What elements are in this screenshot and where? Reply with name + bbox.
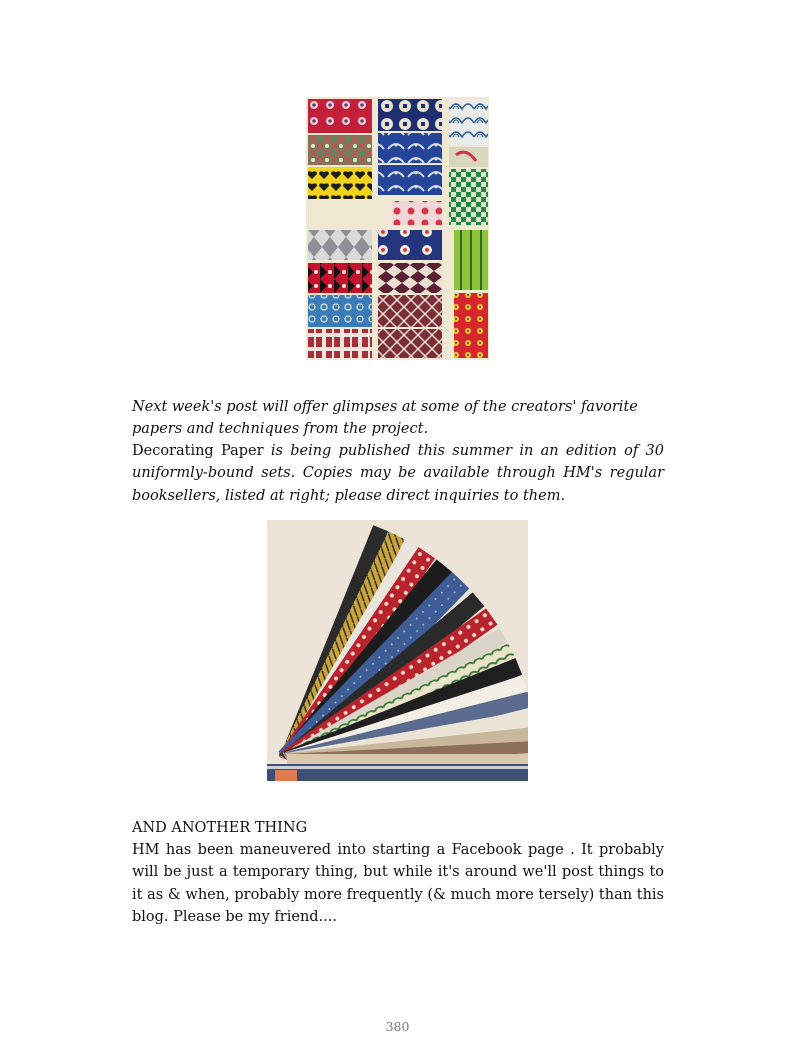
facebook-paragraph: HM has been maneuvered into starting a Facebook page . It probably will be just a temporary thing, but while it's around we'll post things to it as & when, probably more frequently (& much more tersely) than this blog. Please be my friend.... (132, 842, 664, 925)
section-heading: AND ANOTHER THING (132, 820, 308, 836)
decorative-paper-samples-image (306, 97, 489, 360)
page-number: 380 (385, 1019, 410, 1034)
publication-details: is being published this summer in an edition of 30 uniformly-bound sets. Copies may be available through HM's regular booksellers, listed at right; please direct inquiries to them. (132, 443, 665, 504)
publication-paragraph (132, 440, 664, 507)
next-week-paragraph: Next week's post will offer glimpses at some of the creators' favorite papers and techniques from the project. (132, 399, 638, 438)
fanned-books-image (267, 520, 528, 781)
book-title: Decorating Paper (132, 443, 264, 459)
